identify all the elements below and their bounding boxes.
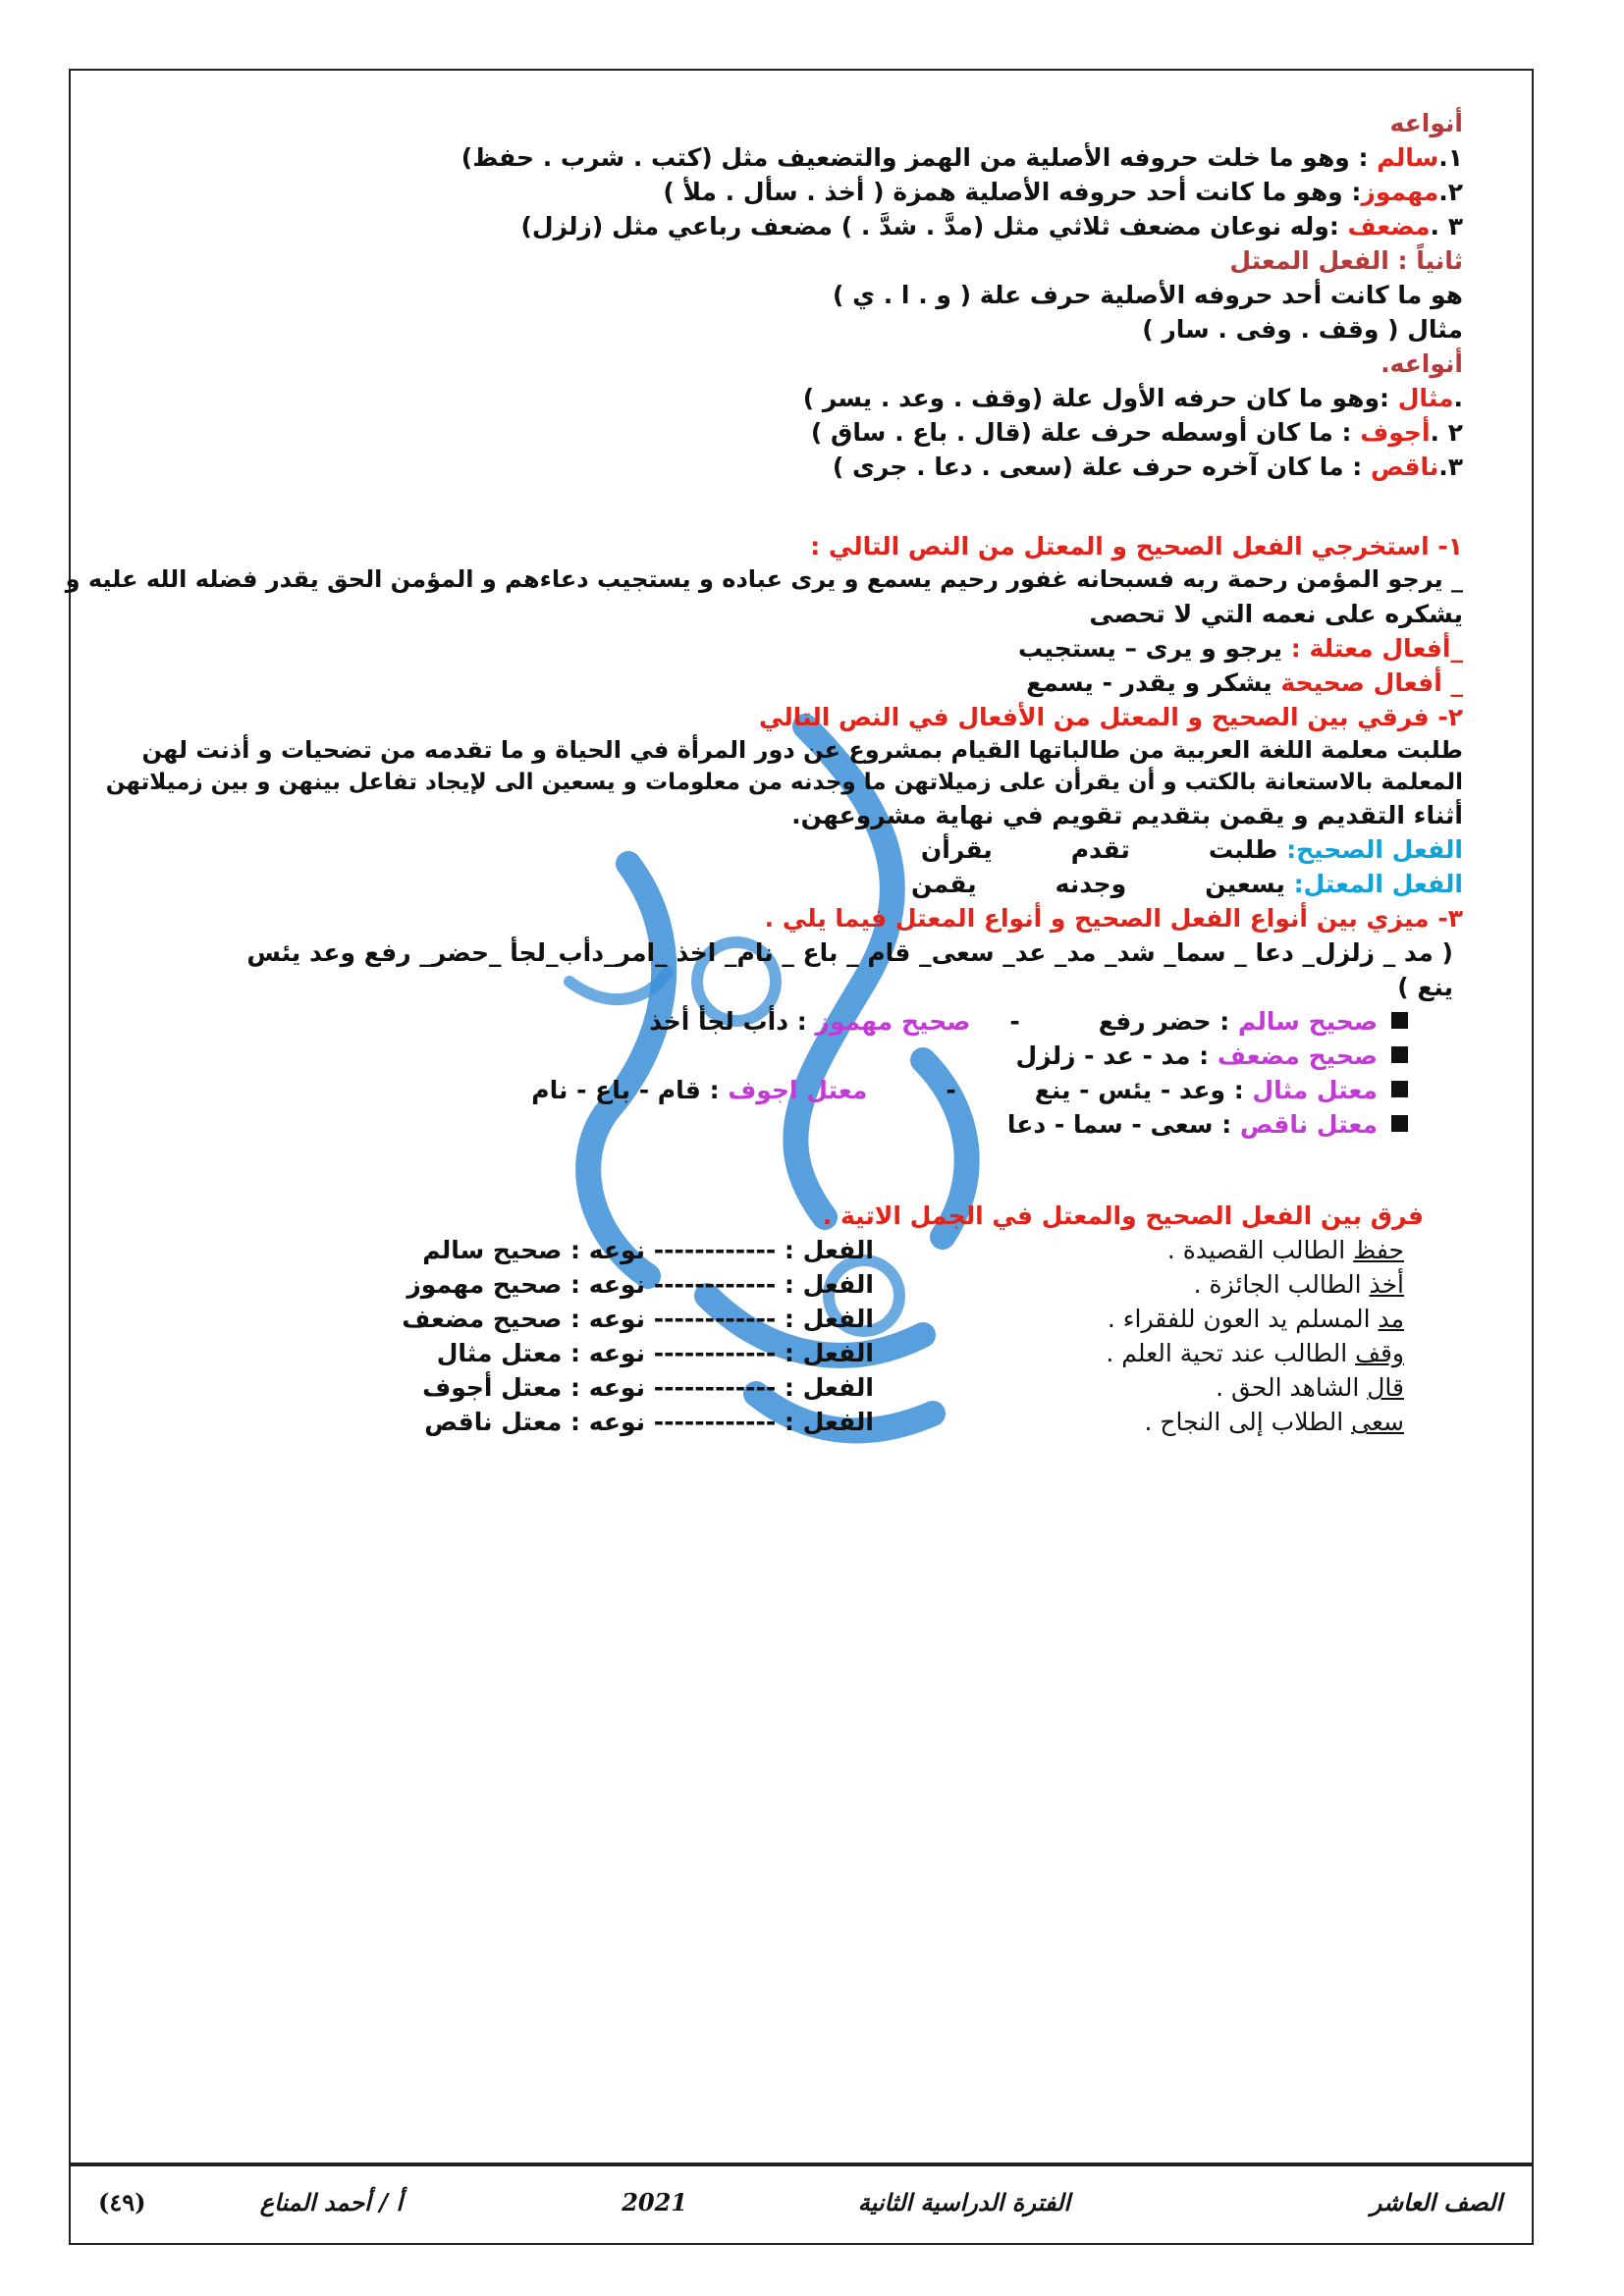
- exercise-text: طلبت معلمة اللغة العربية من طالباتها القيام بمشروع عن دور المرأة في الحياة و ما تقدمه من تضحيات و أذنت لهن: [141, 735, 1463, 764]
- exercise-title: ٣- ميزي بين أنواع الفعل الصحيح و أنواع المعتل فيما يلي .: [764, 904, 1463, 934]
- table-row: حفظ الطالب القصيدة . الفعل : ------------ نوعه : صحيح سالم: [422, 1236, 1404, 1265]
- exercise-list: ( مد _ زلزل_ دعا _ سما_ شد_ مد_ عد_ سعى_ قام _ باع _ نام_ اخذ _امر_دأب_لجأ _حضر_ رفع وعد يئس: [246, 938, 1453, 968]
- list-item: ٣.ناقص : ما كان آخره حرف علة (سعى . دعا . جرى ): [832, 453, 1463, 481]
- exercise-title: ٢- فرقي بين الصحيح و المعتل من الأفعال في النص التالي: [759, 702, 1463, 731]
- table-row: قال الشاهد الحق . الفعل : ------------ نوعه : معتل أجوف: [422, 1373, 1404, 1403]
- footer-page-number: (٤٩): [98, 2188, 146, 2216]
- answer-line: _أفعال معتلة : يرجو و يرى – يستجيب: [1018, 633, 1463, 663]
- list-item: ١.سالم : وهو ما خلت حروفه الأصلية من الهمز والتضعيف مثل (كتب . شرب . حفظ): [460, 143, 1463, 172]
- footer-teacher: أ / أحمد المناع: [259, 2188, 403, 2216]
- bullet-item: صحيح مضعف : مد - عد - زلزل: [98, 1039, 1463, 1073]
- weak-example: مثال ( وقف . وفى . سار ): [1142, 315, 1463, 344]
- bullet-square-icon: [1391, 1081, 1408, 1097]
- bullet-square-icon: [1391, 1115, 1408, 1132]
- table-row: أخذ الطالب الجائزة . الفعل : ------------ نوعه : صحيح مهموز: [406, 1270, 1404, 1300]
- weak-definition: هو ما كانت أحد حروفه الأصلية حرف علة ( و . ا . ي ): [832, 281, 1463, 309]
- exercise-text: أثناء التقديم و يقمن بتقديم تقويم في نهاية مشروعهن.: [791, 801, 1463, 830]
- answer-line: _ أفعال صحيحة يشكر و يقدر - يسمع: [1026, 667, 1463, 697]
- table-row: وقف الطالب عند تحية العلم . الفعل : ------------ نوعه : معتل مثال: [436, 1339, 1404, 1368]
- bullet-item: صحيح سالم : حضر رفع-صحيح مهموز : دأب لجأ أخذ: [98, 1004, 1463, 1039]
- exercise-title: فرق بين الفعل الصحيح والمعتل في الجمل الاتية .: [822, 1201, 1424, 1231]
- exercise-list: ينع ): [1397, 973, 1453, 1002]
- table-row: سعى الطلاب إلى النجاح . الفعل : ------------ نوعه : معتل ناقص: [424, 1408, 1404, 1437]
- page-content: [65, 106, 1463, 1439]
- bullet-square-icon: [1391, 1012, 1408, 1029]
- list-item: .مثال :وهو ما كان حرفه الأول علة (وقف . وعد . يسر ): [802, 384, 1463, 412]
- exercise-text: يشكره على نعمه التي لا تحصى: [1089, 599, 1463, 628]
- exercise-text: _ يرجو المؤمن رحمة ربه فسبحانه غفور رحيم يسمع و يرى عباده و يستجيب دعاءهم و المؤمن الحق يقدر فضله الله عليه و: [65, 565, 1463, 593]
- table-row: مد المسلم يد العون للفقراء . الفعل : ------------ نوعه : صحيح مضعف: [402, 1305, 1404, 1334]
- section-title: ثانياً : الفعل المعتل: [1229, 246, 1463, 275]
- footer-term: الفترة الدراسية الثانية: [857, 2188, 1070, 2216]
- section-title: أنواعه: [1389, 109, 1463, 137]
- footer-grade: الصف العاشر: [1370, 2188, 1502, 2216]
- footer-year: 2021: [622, 2188, 687, 2216]
- section-title: أنواعه.: [1380, 349, 1463, 378]
- bullet-square-icon: [1391, 1046, 1408, 1063]
- exercise-title: ١- استخرجي الفعل الصحيح و المعتل من النص التالي :: [810, 532, 1463, 561]
- answer-line: الفعل الصحيح: طلبتتقدميقرأن: [920, 835, 1463, 865]
- page-footer: [69, 2164, 1534, 2245]
- list-item: ٢.مهموز: وهو ما كانت أحد حروفه الأصلية همزة ( أخذ . سأل . ملأ ): [663, 178, 1463, 206]
- bullet-item: معتل مثال : وعد - يئس - ينع-معتل اجوف : قام - باع - نام: [98, 1073, 1463, 1107]
- answer-line: الفعل المعتل: يسعينوجدنهيقمن: [911, 870, 1463, 899]
- list-item: ٣ .مضعف :وله نوعان مضعف ثلاثي مثل (مدَّ . شدَّ . ) مضعف رباعي مثل (زلزل): [520, 212, 1463, 240]
- bullet-item: معتل ناقص : سعى - سما - دعا: [98, 1107, 1463, 1142]
- exercise-text: المعلمة بالاستعانة بالكتب و أن يقرأن على زميلاتهن ما وجدنه من معلومات و يسعين الى لإيجاد تفاعل بينهن و بين زميلاتهن: [105, 770, 1463, 796]
- list-item: ٢ .أجوف : ما كان أوسطه حرف علة (قال . باع . ساق ): [810, 418, 1463, 447]
